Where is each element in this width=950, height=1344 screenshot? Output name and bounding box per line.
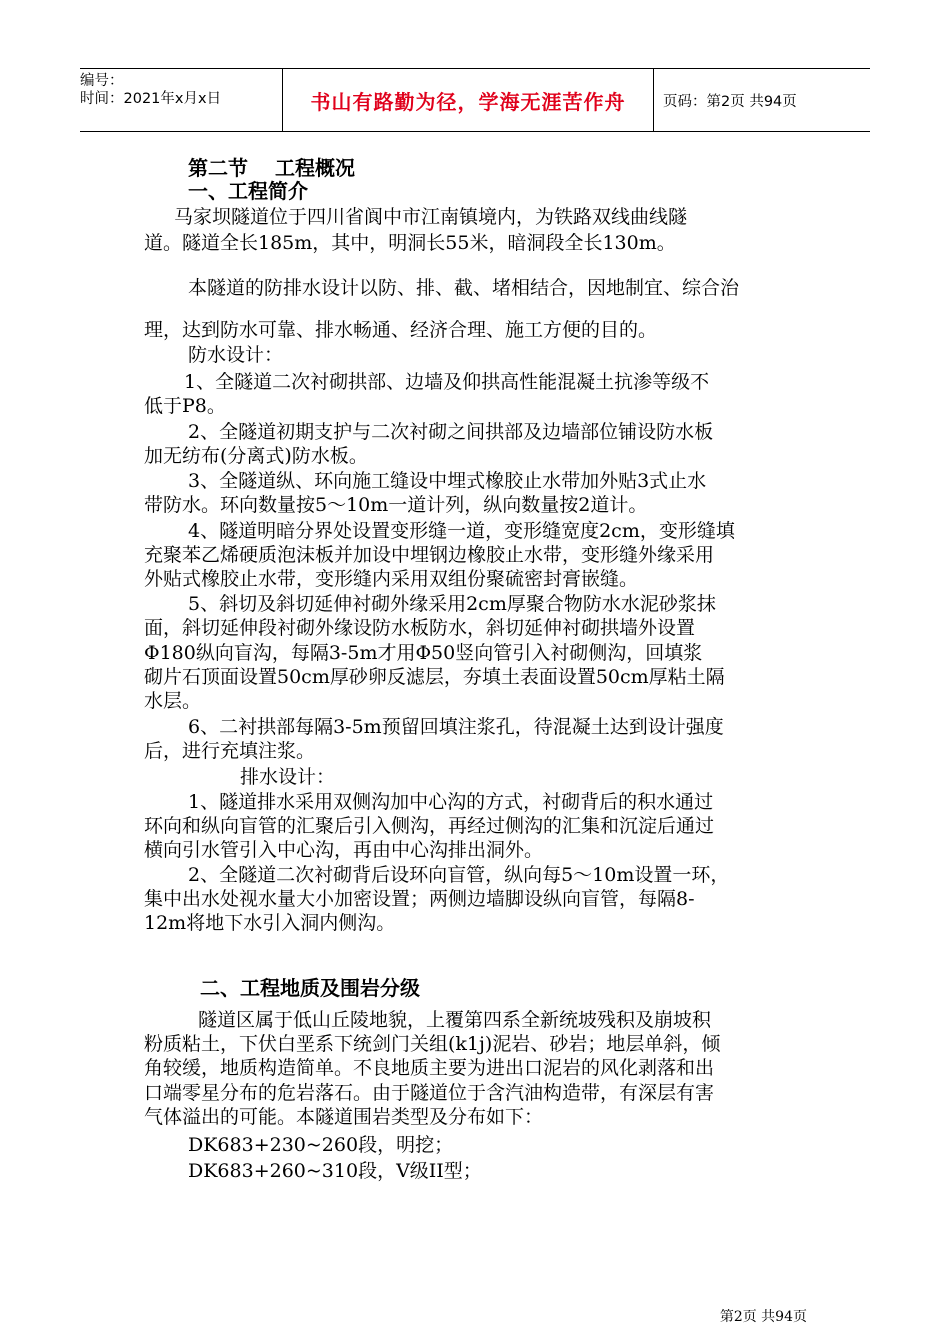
drainage-heading: 排水设计： bbox=[240, 766, 336, 788]
body-line: 低于P8。 bbox=[144, 395, 226, 417]
body-line: 本隧道的防排水设计以防、排、截、堵相结合，因地制宜、综合治 bbox=[188, 277, 740, 299]
document-number-label: 编号： bbox=[80, 73, 124, 89]
body-line: 道。隧道全长185m，其中，明洞长55米，暗洞段全长130m。 bbox=[144, 232, 676, 254]
body-line: 带防水。环向数量按5～10m一道计列，纵向数量按2道计。 bbox=[144, 494, 648, 516]
subsection-heading-overview: 一、工程简介 bbox=[188, 179, 308, 203]
body-line: 3、全隧道纵、环向施工缝设中埋式橡胶止水带加外贴3式止水 bbox=[188, 470, 707, 492]
body-line: 2、全隧道初期支护与二次衬砌之间拱部及边墙部位铺设防水板 bbox=[188, 421, 714, 443]
waterproof-heading: 防水设计： bbox=[188, 344, 284, 366]
body-line: 加无纺布(分离式)防水板。 bbox=[144, 445, 368, 467]
document-time-label: 时间：2021年x月x日 bbox=[80, 91, 222, 107]
body-line: 水层。 bbox=[144, 690, 202, 712]
body-line: 环向和纵向盲管的汇聚后引入侧沟，再经过侧沟的汇集和沉淀后通过 bbox=[144, 815, 715, 837]
body-line: 气体溢出的可能。本隧道围岩类型及分布如下： bbox=[144, 1106, 544, 1128]
body-line: 充聚苯乙烯硬质泡沫板并加设中埋钢边橡胶止水带，变形缝外缘采用 bbox=[144, 544, 715, 566]
page-footer: 第2页 共94页 bbox=[719, 1309, 807, 1325]
header-motto: 书山有路勤为径，学海无涯苦作舟 bbox=[310, 89, 626, 114]
body-line: 4、隧道明暗分界处设置变形缝一道，变形缝宽度2cm，变形缝填 bbox=[188, 520, 735, 542]
body-line: Φ180纵向盲沟，每隔3-5m才用Φ50竖向管引入衬砌侧沟，回填浆 bbox=[144, 642, 703, 664]
header-page-info: 页码：第2页 共94页 bbox=[663, 93, 797, 110]
body-line: 砌片石顶面设置50cm厚砂卵反滤层，夯填土表面设置50cm厚粘土隔 bbox=[144, 666, 725, 688]
body-line: 5、斜切及斜切延伸衬砌外缘采用2cm厚聚合物防水水泥砂浆抹 bbox=[188, 593, 716, 615]
body-line: DK683+230~260段，明挖； bbox=[188, 1134, 454, 1156]
section-title: 第二节 工程概况 bbox=[188, 156, 355, 180]
body-line: 6、二衬拱部每隔3-5m预留回填注浆孔，待混凝土达到设计强度 bbox=[188, 716, 724, 738]
body-line: 横向引水管引入中心沟，再由中心沟排出洞外。 bbox=[144, 839, 544, 861]
body-line: 外贴式橡胶止水带，变形缝内采用双组份聚硫密封膏嵌缝。 bbox=[144, 568, 639, 590]
body-line: 1、隧道排水采用双侧沟加中心沟的方式，衬砌背后的积水通过 bbox=[188, 791, 714, 813]
body-line: 12m将地下水引入洞内侧沟。 bbox=[144, 912, 396, 934]
header-meta bbox=[80, 69, 280, 131]
body-line: 集中出水处视水量大小加密设置；两侧边墙脚设纵向盲管，每隔8- bbox=[144, 888, 695, 910]
body-line: 隧道区属于低山丘陵地貌，上覆第四系全新统坡残积及崩坡积 bbox=[198, 1009, 712, 1031]
body-line: 1、全隧道二次衬砌拱部、边墙及仰拱高性能混凝土抗渗等级不 bbox=[184, 371, 710, 393]
page-header bbox=[80, 68, 870, 132]
body-line: 口端零星分布的危岩落石。由于隧道位于含汽油构造带，有深层有害 bbox=[144, 1082, 715, 1104]
body-line: 后，进行充填注浆。 bbox=[144, 740, 316, 762]
body-line: 角较缓，地质构造简单。不良地质主要为进出口泥岩的风化剥落和出 bbox=[144, 1057, 715, 1079]
subsection-heading-geology: 二、工程地质及围岩分级 bbox=[200, 976, 420, 1000]
body-line: 马家坝隧道位于四川省阆中市江南镇境内，为铁路双线曲线隧 bbox=[174, 206, 688, 228]
body-line: 理，达到防水可靠、排水畅通、经济合理、施工方便的目的。 bbox=[144, 319, 658, 341]
body-line: 粉质粘土，下伏白垩系下统剑门关组(k1j)泥岩、砂岩；地层单斜，倾 bbox=[144, 1033, 721, 1055]
body-line: 面，斜切延伸段衬砌外缘设防水板防水，斜切延伸衬砌拱墙外设置 bbox=[144, 617, 696, 639]
body-line: DK683+260~310段，V级II型； bbox=[188, 1160, 482, 1182]
header-motto-cell bbox=[282, 69, 654, 131]
body-line: 2、全隧道二次衬砌背后设环向盲管，纵向每5～10m设置一环， bbox=[188, 864, 730, 886]
